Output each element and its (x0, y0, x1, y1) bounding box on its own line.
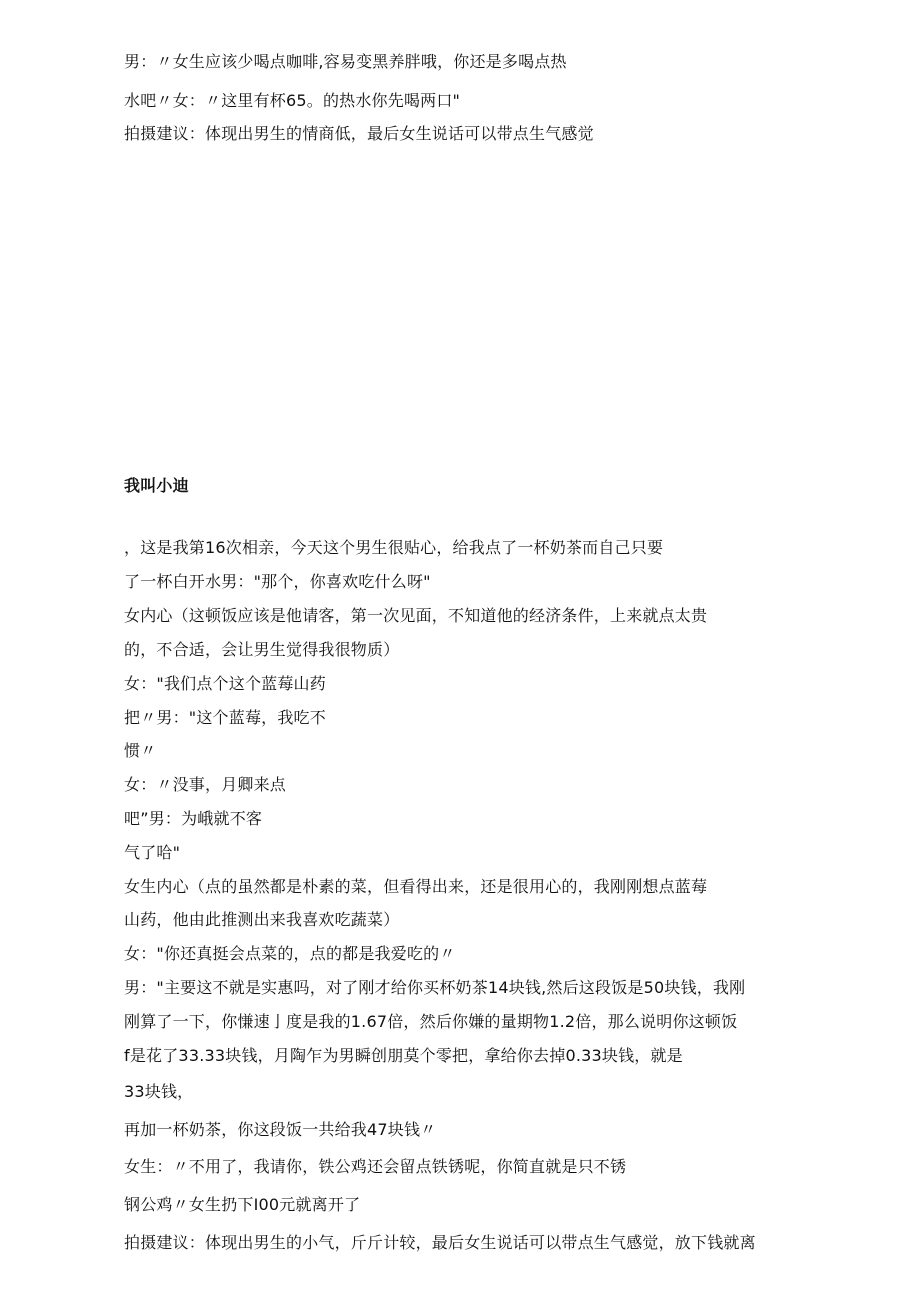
text-line: 山药，他由此推测出来我喜欢吃蔬菜） (124, 910, 400, 929)
text-line: 了一杯白开水男："那个，你喜欢吃什么呀" (124, 572, 431, 591)
text-line: 水吧〃女：〃这里有杯65。的热水你先喝两口" (124, 91, 461, 110)
text-line: 把〃男："这个蓝莓，我吃不 (124, 708, 326, 727)
text-line: 惯〃 (124, 741, 157, 760)
text-line: 女内心（这顿饭应该是他请客，第一次见面，不知道他的经济条件，上来就点太贵 (124, 606, 708, 625)
text-line: 再加一杯奶茶，你这段饭一共给我47块钱〃 (124, 1120, 437, 1139)
text-line: 女：〃没事，月卿来点 (124, 775, 287, 794)
text-line: 男："主要这不就是实惠吗，对了刚才给你买杯奶茶14块钱,然后这段饭是50块钱，我刚 (124, 978, 746, 997)
text-line: 女："你还真挺会点菜的，点的都是我爱吃的〃 (124, 944, 456, 963)
text-line: 刚算了一下，你慊速亅度是我的1.67倍，然后你嫌的量期物1.2倍，那么说明你这顿饭 (124, 1012, 738, 1031)
text-line: 的，不合适，会让男生觉得我很物质） (124, 640, 400, 659)
text-line: 男：〃女生应该少喝点咖啡,容易变黑养胖哦，你还是多喝点热 (124, 52, 567, 71)
text-line: 女生：〃不用了，我请你，铁公鸡还会留点铁锈呢，你简直就是只不锈 (124, 1157, 627, 1176)
text-line: 气了哈" (124, 843, 181, 862)
text-line: 吧”男：为峨就不客 (124, 809, 263, 828)
text-line: 女生内心（点的虽然都是朴素的菜，但看得出来，还是很用心的，我刚刚想点蓝莓 (124, 877, 708, 896)
text-line: 拍摄建议：体现出男生的小气，斤斤计较，最后女生说话可以带点生气感觉，放下钱就离 (124, 1233, 756, 1252)
text-line: 女："我们点个这个蓝莓山药 (124, 674, 326, 693)
text-line: f是花了33.33块钱，月陶乍为男瞬创朋莫个零把，拿给你去掉0.33块钱，就是 (124, 1046, 683, 1065)
text-line: 拍摄建议：体现出男生的情商低，最后女生说话可以带点生气感觉 (124, 124, 594, 143)
text-line: 33块钱， (124, 1082, 194, 1101)
text-line: 钢公鸡〃女生扔下I00元就离开了 (124, 1195, 361, 1214)
text-line: ，这是我第16次相亲，今天这个男生很贴心，给我点了一杯奶茶而自己只要 (124, 538, 664, 557)
section-title: 我叫小迪 (124, 476, 189, 495)
